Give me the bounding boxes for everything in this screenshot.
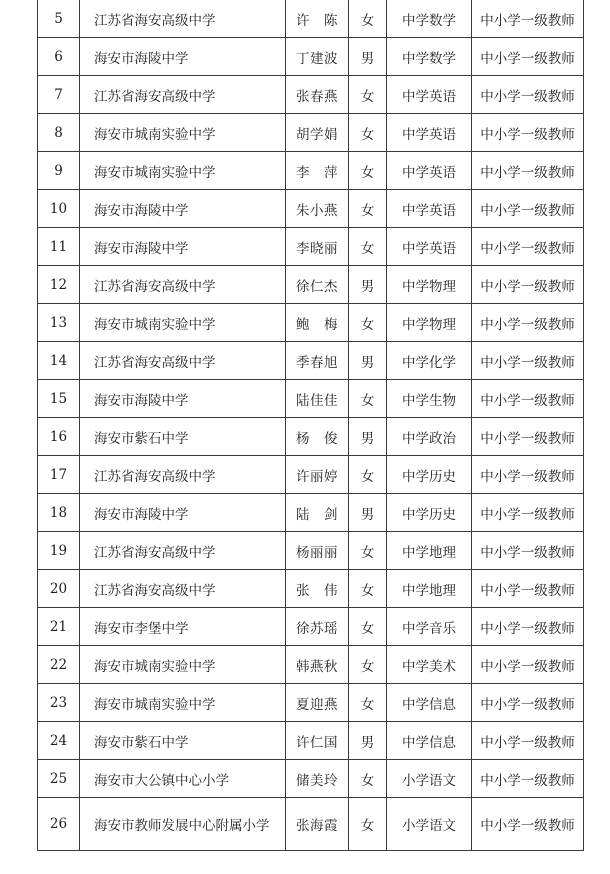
table-row: [38, 722, 584, 760]
title-cell: 中小学一级教师: [472, 798, 584, 851]
teacher-name-cell: 韩燕秋: [286, 646, 349, 684]
table-row: [38, 570, 584, 608]
gender-cell: 女: [349, 190, 387, 228]
title-cell: 中小学一级教师: [472, 456, 584, 494]
row-number: 24: [38, 722, 80, 760]
row-number: 8: [38, 114, 80, 152]
subject-cell: 中学英语: [387, 76, 472, 114]
teacher-name-cell: 杨 俊: [286, 418, 349, 456]
school-cell: 海安市城南实验中学: [80, 304, 286, 342]
title-cell: 中小学一级教师: [472, 532, 584, 570]
gender-cell: 男: [349, 418, 387, 456]
teacher-name-cell: 丁建波: [286, 38, 349, 76]
subject-cell: 中学物理: [387, 304, 472, 342]
table-row: [38, 532, 584, 570]
title-cell: 中小学一级教师: [472, 228, 584, 266]
table-row: [38, 152, 584, 190]
title-cell: 中小学一级教师: [472, 0, 584, 38]
row-number: 7: [38, 76, 80, 114]
row-number: 18: [38, 494, 80, 532]
school-cell: 海安市李堡中学: [80, 608, 286, 646]
gender-cell: 女: [349, 608, 387, 646]
subject-cell: 中学物理: [387, 266, 472, 304]
title-cell: 中小学一级教师: [472, 722, 584, 760]
gender-cell: 男: [349, 494, 387, 532]
teacher-name-cell: 张春燕: [286, 76, 349, 114]
table-row: [38, 646, 584, 684]
title-cell: 中小学一级教师: [472, 684, 584, 722]
gender-cell: 女: [349, 456, 387, 494]
row-number: 17: [38, 456, 80, 494]
subject-cell: 中学历史: [387, 456, 472, 494]
subject-cell: 中学美术: [387, 646, 472, 684]
row-number: 6: [38, 38, 80, 76]
teacher-name-cell: 许仁国: [286, 722, 349, 760]
table-row: [38, 228, 584, 266]
school-cell: 江苏省海安高级中学: [80, 76, 286, 114]
teacher-name-cell: 李晓丽: [286, 228, 349, 266]
school-cell: 海安市海陵中学: [80, 38, 286, 76]
subject-cell: 中学英语: [387, 152, 472, 190]
subject-cell: 小学语文: [387, 760, 472, 798]
school-cell: 江苏省海安高级中学: [80, 570, 286, 608]
subject-cell: 中学数学: [387, 0, 472, 38]
subject-cell: 中学英语: [387, 114, 472, 152]
table-row: [38, 684, 584, 722]
table-row: [38, 114, 584, 152]
title-cell: 中小学一级教师: [472, 342, 584, 380]
teacher-name-cell: 张 伟: [286, 570, 349, 608]
gender-cell: 男: [349, 38, 387, 76]
row-number: 5: [38, 0, 80, 38]
subject-cell: 小学语文: [387, 798, 472, 851]
teacher-name-cell: 胡学娟: [286, 114, 349, 152]
subject-cell: 中学历史: [387, 494, 472, 532]
subject-cell: 中学数学: [387, 38, 472, 76]
table-row: [38, 760, 584, 798]
row-number: 10: [38, 190, 80, 228]
table-row: [38, 266, 584, 304]
row-number: 25: [38, 760, 80, 798]
table-row: [38, 304, 584, 342]
teacher-name-cell: 杨丽丽: [286, 532, 349, 570]
school-cell: 海安市海陵中学: [80, 380, 286, 418]
subject-cell: 中学音乐: [387, 608, 472, 646]
teacher-name-cell: 许 陈: [286, 0, 349, 38]
row-number: 11: [38, 228, 80, 266]
table-row: [38, 380, 584, 418]
roster-body: [38, 0, 584, 851]
school-cell: 海安市城南实验中学: [80, 114, 286, 152]
row-number: 23: [38, 684, 80, 722]
gender-cell: 女: [349, 152, 387, 190]
title-cell: 中小学一级教师: [472, 76, 584, 114]
title-cell: 中小学一级教师: [472, 380, 584, 418]
school-cell: 海安市紫石中学: [80, 418, 286, 456]
row-number: 20: [38, 570, 80, 608]
teacher-name-cell: 季春旭: [286, 342, 349, 380]
teacher-name-cell: 储美玲: [286, 760, 349, 798]
table-row: [38, 456, 584, 494]
row-number: 9: [38, 152, 80, 190]
school-cell: 江苏省海安高级中学: [80, 532, 286, 570]
subject-cell: 中学政治: [387, 418, 472, 456]
school-cell: 江苏省海安高级中学: [80, 342, 286, 380]
gender-cell: 男: [349, 342, 387, 380]
teacher-name-cell: 许丽婷: [286, 456, 349, 494]
title-cell: 中小学一级教师: [472, 760, 584, 798]
gender-cell: 女: [349, 760, 387, 798]
teacher-name-cell: 张海霞: [286, 798, 349, 851]
title-cell: 中小学一级教师: [472, 608, 584, 646]
subject-cell: 中学化学: [387, 342, 472, 380]
title-cell: 中小学一级教师: [472, 190, 584, 228]
row-number: 16: [38, 418, 80, 456]
teacher-name-cell: 陆佳佳: [286, 380, 349, 418]
gender-cell: 男: [349, 722, 387, 760]
school-cell: 海安市海陵中学: [80, 494, 286, 532]
school-cell: 海安市大公镇中心小学: [80, 760, 286, 798]
table-row: [38, 494, 584, 532]
subject-cell: 中学地理: [387, 570, 472, 608]
gender-cell: 女: [349, 570, 387, 608]
teacher-name-cell: 徐仁杰: [286, 266, 349, 304]
teacher-name-cell: 鲍 梅: [286, 304, 349, 342]
gender-cell: 女: [349, 0, 387, 38]
row-number: 14: [38, 342, 80, 380]
table-row: [38, 342, 584, 380]
title-cell: 中小学一级教师: [472, 418, 584, 456]
row-number: 13: [38, 304, 80, 342]
gender-cell: 女: [349, 228, 387, 266]
row-number: 19: [38, 532, 80, 570]
table-row: [38, 190, 584, 228]
row-number: 22: [38, 646, 80, 684]
title-cell: 中小学一级教师: [472, 114, 584, 152]
table-row: [38, 418, 584, 456]
subject-cell: 中学信息: [387, 684, 472, 722]
subject-cell: 中学生物: [387, 380, 472, 418]
title-cell: 中小学一级教师: [472, 494, 584, 532]
teacher-roster-table: [37, 0, 584, 851]
teacher-name-cell: 陆 剑: [286, 494, 349, 532]
school-cell: 海安市城南实验中学: [80, 684, 286, 722]
title-cell: 中小学一级教师: [472, 570, 584, 608]
teacher-name-cell: 徐苏瑶: [286, 608, 349, 646]
row-number: 26: [38, 798, 80, 851]
school-cell: 江苏省海安高级中学: [80, 0, 286, 38]
subject-cell: 中学地理: [387, 532, 472, 570]
school-cell: 江苏省海安高级中学: [80, 266, 286, 304]
teacher-name-cell: 朱小燕: [286, 190, 349, 228]
title-cell: 中小学一级教师: [472, 646, 584, 684]
teacher-name-cell: 李 萍: [286, 152, 349, 190]
gender-cell: 女: [349, 532, 387, 570]
title-cell: 中小学一级教师: [472, 304, 584, 342]
table-row: [38, 608, 584, 646]
gender-cell: 女: [349, 380, 387, 418]
gender-cell: 女: [349, 304, 387, 342]
school-cell: 海安市教师发展中心附属小学: [80, 798, 286, 851]
row-number: 21: [38, 608, 80, 646]
gender-cell: 女: [349, 684, 387, 722]
table-row: [38, 798, 584, 851]
title-cell: 中小学一级教师: [472, 152, 584, 190]
teacher-name-cell: 夏迎燕: [286, 684, 349, 722]
subject-cell: 中学英语: [387, 190, 472, 228]
title-cell: 中小学一级教师: [472, 266, 584, 304]
school-cell: 海安市海陵中学: [80, 190, 286, 228]
school-cell: 海安市海陵中学: [80, 228, 286, 266]
gender-cell: 女: [349, 76, 387, 114]
row-number: 15: [38, 380, 80, 418]
school-cell: 江苏省海安高级中学: [80, 456, 286, 494]
row-number: 12: [38, 266, 80, 304]
subject-cell: 中学信息: [387, 722, 472, 760]
gender-cell: 女: [349, 114, 387, 152]
table-row: [38, 38, 584, 76]
school-cell: 海安市城南实验中学: [80, 646, 286, 684]
school-cell: 海安市紫石中学: [80, 722, 286, 760]
subject-cell: 中学英语: [387, 228, 472, 266]
title-cell: 中小学一级教师: [472, 38, 584, 76]
table-row: [38, 0, 584, 38]
school-cell: 海安市城南实验中学: [80, 152, 286, 190]
gender-cell: 女: [349, 798, 387, 851]
gender-cell: 女: [349, 646, 387, 684]
gender-cell: 男: [349, 266, 387, 304]
table-row: [38, 76, 584, 114]
